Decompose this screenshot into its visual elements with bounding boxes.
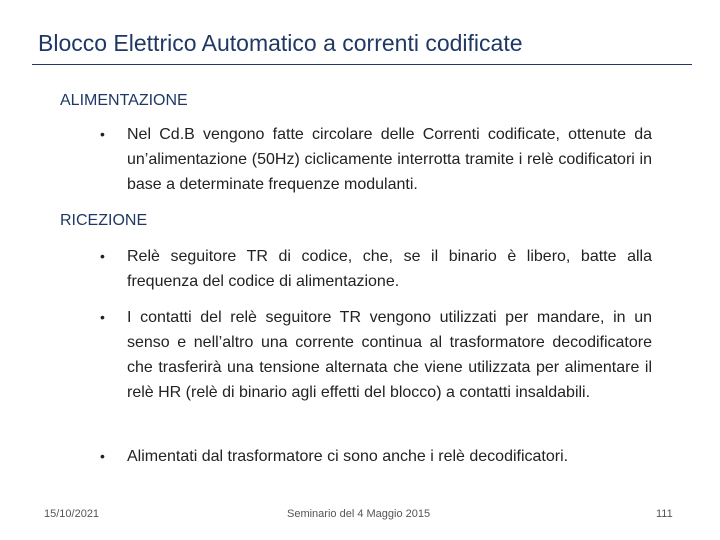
section-heading-alimentazione: ALIMENTAZIONE [60,92,188,109]
bullet-marker: • [100,126,105,142]
footer-date: 15/10/2021 [44,508,100,520]
footer-center-text: Seminario del 4 Maggio 2015 [287,508,431,520]
section-heading-ricezione: RICEZIONE [60,212,148,229]
bullet-text: I contatti del relè seguitore TR vengono utilizzati per mandare, in un senso e nell’altro una corrente continua al trasformatore decodificatore che trasferirà una tensione alternata che viene utilizzata per alimentare il relè HR (relè di binario agli effetti del blocco) a contatti insaldabili. [127,309,652,401]
bullet-text: Relè seguitore TR di codice, che, se il binario è libero, batte alla frequenza del codice di alimentazione. [127,248,652,290]
slide-title: Blocco Elettrico Automatico a correnti codificate [38,30,523,56]
page-number: 111 [656,508,673,520]
title-divider [32,64,692,65]
bullet-text: Alimentati dal trasformatore ci sono anche i relè decodificatori. [127,448,569,465]
bullet-marker: • [100,309,105,325]
bullet-marker: • [100,248,105,264]
bullet-marker: • [100,448,105,464]
bullet-text: Nel Cd.B vengono fatte circolare delle Correnti codificate, ottenute da un’alimentazione (50Hz) ciclicamente interrotta tramite i relè codificatori in base a determinate frequenze modulanti. [127,126,652,193]
